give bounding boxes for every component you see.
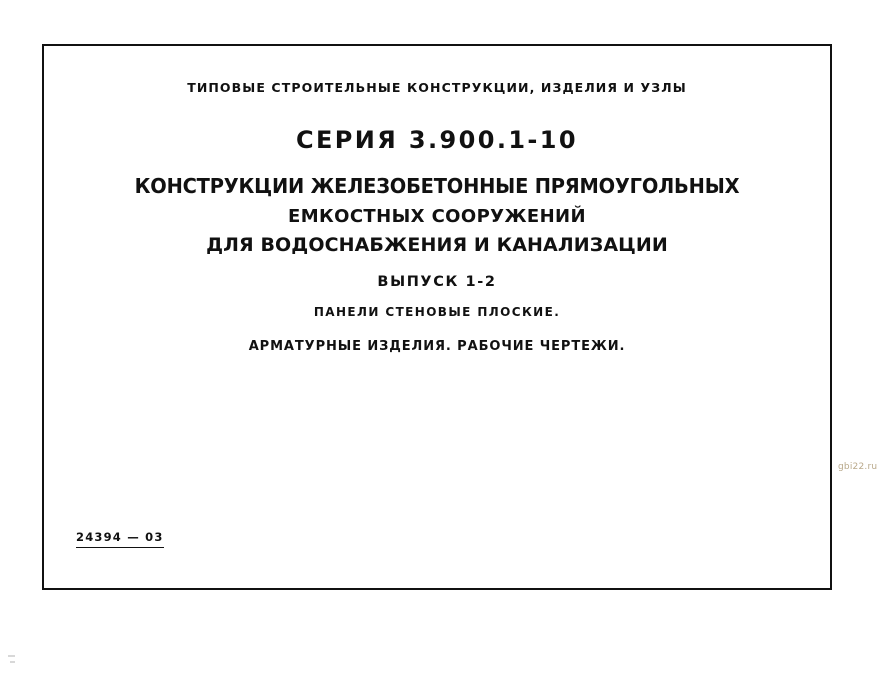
title-line-3: ДЛЯ ВОДОСНАБЖЕНИЯ И КАНАЛИЗАЦИИ [206, 234, 668, 256]
document-header-line: ТИПОВЫЕ СТРОИТЕЛЬНЫЕ КОНСТРУКЦИИ, ИЗДЕЛИЯ И УЗЛЫ [187, 80, 687, 95]
series-number: СЕРИЯ 3.900.1-10 [295, 126, 578, 154]
issue-number: ВЫПУСК 1-2 [377, 274, 497, 290]
title-line-1: КОНСТРУКЦИИ ЖЕЛЕЗОБЕТОННЫЕ ПРЯМОУГОЛЬНЫХ [134, 174, 740, 198]
subtitle-line-1: ПАНЕЛИ СТЕНОВЫЕ ПЛОСКИЕ. [313, 305, 561, 319]
site-watermark: gbi22.ru [838, 462, 877, 472]
title-block-frame [42, 44, 832, 590]
document-code: 24394 — 03 [76, 530, 164, 548]
scan-artifact [8, 655, 15, 657]
title-line-2: ЕМКОСТНЫХ СООРУЖЕНИЙ [288, 206, 586, 227]
subtitle-line-2: АРМАТУРНЫЕ ИЗДЕЛИЯ. РАБОЧИЕ ЧЕРТЕЖИ. [248, 339, 626, 354]
scan-artifact [10, 661, 15, 663]
